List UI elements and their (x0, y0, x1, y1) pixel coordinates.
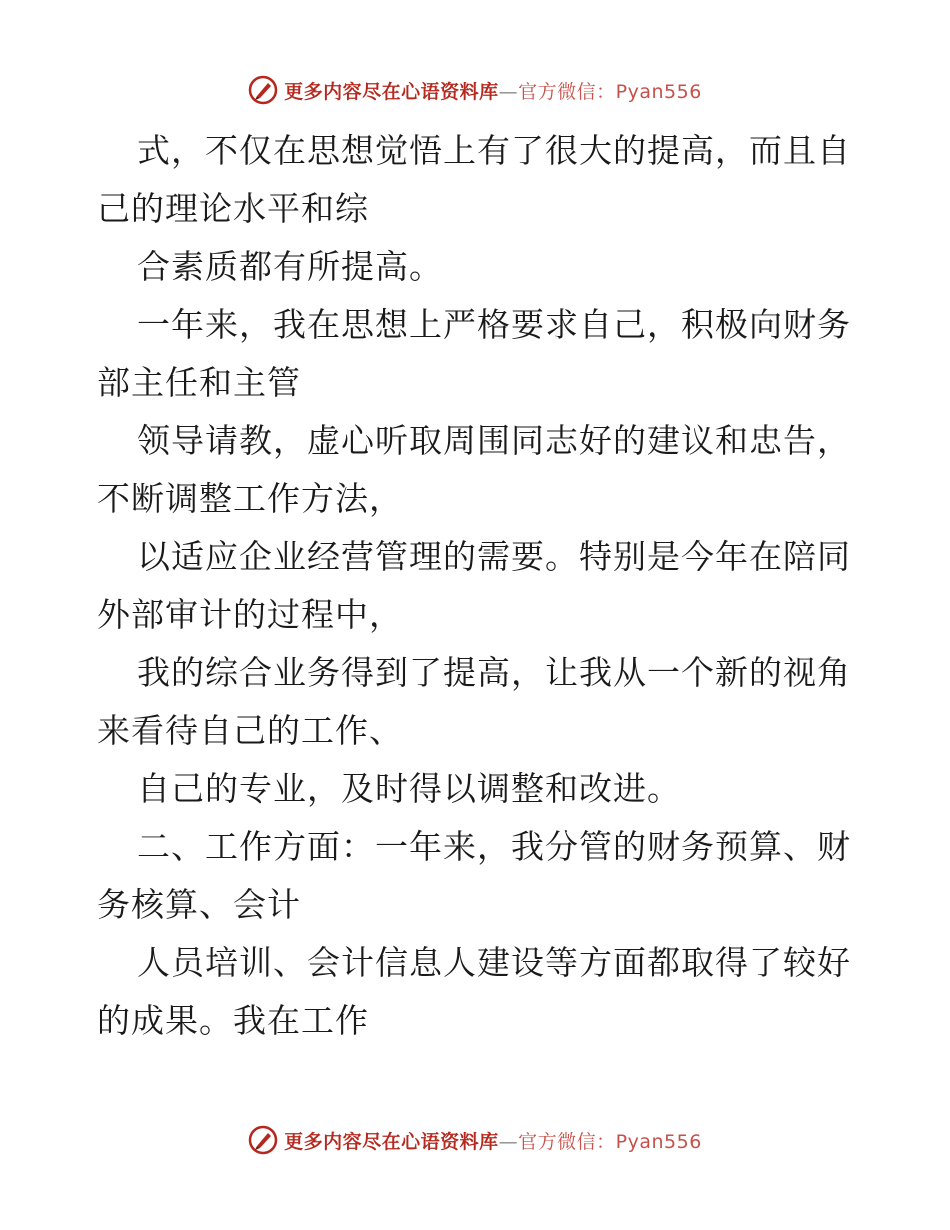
paragraph-7: 自己的专业，及时得以调整和改进。 (137, 769, 681, 808)
footer-banner-main: 更多内容尽在心语资料库 (284, 1130, 499, 1153)
footer-banner (0, 1120, 950, 1160)
header-banner-separator: — (498, 80, 519, 103)
paragraph-8: 二、工作方面：一年来，我分管的财务预算、财务核算、会计 (97, 827, 851, 924)
paragraph-1: 式，不仅在思想觉悟上有了很大的提高，而且自己的理论水平和综 (97, 131, 851, 228)
header-banner-text (284, 77, 702, 104)
paragraph-3: 一年来，我在思想上严格要求自己，积极向财务部主任和主管 (97, 305, 851, 402)
header-banner (0, 70, 950, 110)
document-body (97, 122, 857, 1050)
footer-banner-text (284, 1127, 702, 1154)
pen-logo-icon (248, 1125, 278, 1155)
header-banner-main: 更多内容尽在心语资料库 (284, 80, 499, 103)
paragraph-9: 人员培训、会计信息人建设等方面都取得了较好的成果。我在工作 (97, 943, 851, 1040)
paragraph-5: 以适应企业经营管理的需要。特别是今年在陪同外部审计的过程中， (97, 537, 851, 634)
paragraph-4: 领导请教，虚心听取周围同志好的建议和忠告，不断调整工作方法， (97, 421, 851, 518)
footer-banner-separator: — (498, 1130, 519, 1153)
paragraph-2: 合素质都有所提高。 (137, 247, 443, 286)
pen-logo-icon (248, 75, 278, 105)
header-banner-wechat: 官方微信：Pyan556 (518, 80, 702, 103)
footer-banner-wechat: 官方微信：Pyan556 (518, 1130, 702, 1153)
paragraph-6: 我的综合业务得到了提高，让我从一个新的视角来看待自己的工作、 (97, 653, 851, 750)
